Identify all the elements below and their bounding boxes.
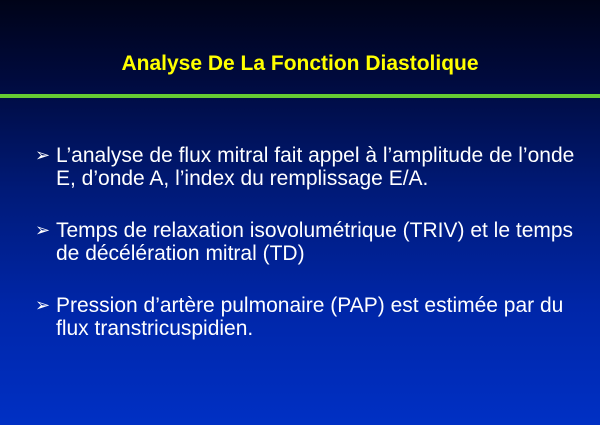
bullet-text: Temps de relaxation isovolumétrique (TRIV) et le temps de décélération mitral (TD)	[56, 219, 574, 265]
arrowhead-bullet-icon: ➢	[35, 295, 51, 315]
title-divider	[0, 94, 600, 98]
bullet-text: Pression d’artère pulmonaire (PAP) est estimée par du flux transtricuspidien.	[56, 294, 564, 340]
bullet-item-triv	[35, 219, 585, 265]
bullet-item-pap	[35, 294, 585, 340]
slide-title: Analyse De La Fonction Diastolique	[121, 52, 479, 75]
arrowhead-bullet-icon: ➢	[35, 145, 51, 165]
bullet-item-flux-mitral	[35, 144, 585, 190]
bullet-list	[35, 144, 585, 340]
bullet-text: L’analyse de flux mitral fait appel à l’amplitude de l’onde E, d’onde A, l’index du remplissage E/A.	[56, 144, 575, 190]
arrowhead-bullet-icon: ➢	[35, 220, 51, 240]
